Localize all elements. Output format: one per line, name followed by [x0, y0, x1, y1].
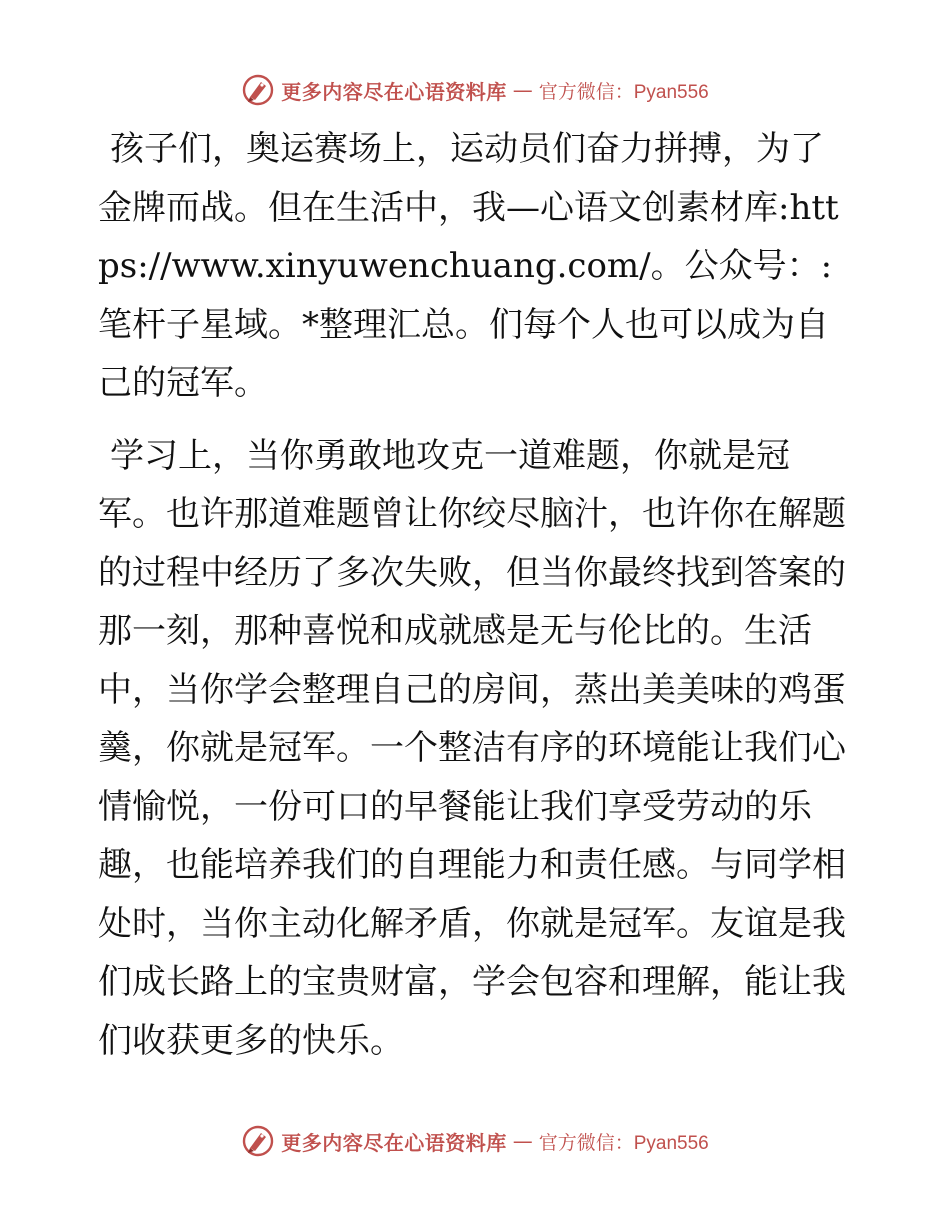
banner-separator: —	[512, 1129, 533, 1153]
footer-banner	[0, 1121, 950, 1161]
pen-nib-logo-icon	[241, 73, 275, 107]
banner-brand-text: 更多内容尽在心语资料库	[281, 79, 507, 104]
document-body	[98, 120, 852, 1070]
banner-brand-text: 更多内容尽在心语资料库	[281, 1130, 507, 1155]
banner-separator: —	[512, 78, 533, 102]
banner-contact-text: 官方微信：Pyan556	[538, 81, 709, 103]
paragraph-2: 学习上，当你勇敢地攻克一道难题，你就是冠军。也许那道难题曾让你绞尽脑汁，也许你在解题的过程中经历了多次失败，但当你最终找到答案的那一刻，那种喜悦和成就感是无与伦比的。生活中，当你学会整理自己的房间，蒸出美美味的鸡蛋羹，你就是冠军。一个整洁有序的环境能让我们心情愉悦，一份可口的早餐能让我们享受劳动的乐趣，也能培养我们的自理能力和责任感。与同学相处时，当你主动化解矛盾，你就是冠军。友谊是我们成长路上的宝贵财富，学会包容和理解，能让我们收获更多的快乐。	[98, 435, 846, 1061]
banner-contact-text: 官方微信：Pyan556	[538, 1132, 709, 1154]
pen-nib-logo-icon	[241, 1124, 275, 1158]
paragraph-1: 孩子们，奥运赛场上，运动员们奋力拼搏，为了金牌而战。但在生活中，我—心语文创素材库:https://www.xinyuwenchuang.com/。公众号：:笔杆子星域。*整理汇总。们每个人也可以成为自己的冠军。	[98, 129, 839, 403]
header-banner	[0, 70, 950, 110]
